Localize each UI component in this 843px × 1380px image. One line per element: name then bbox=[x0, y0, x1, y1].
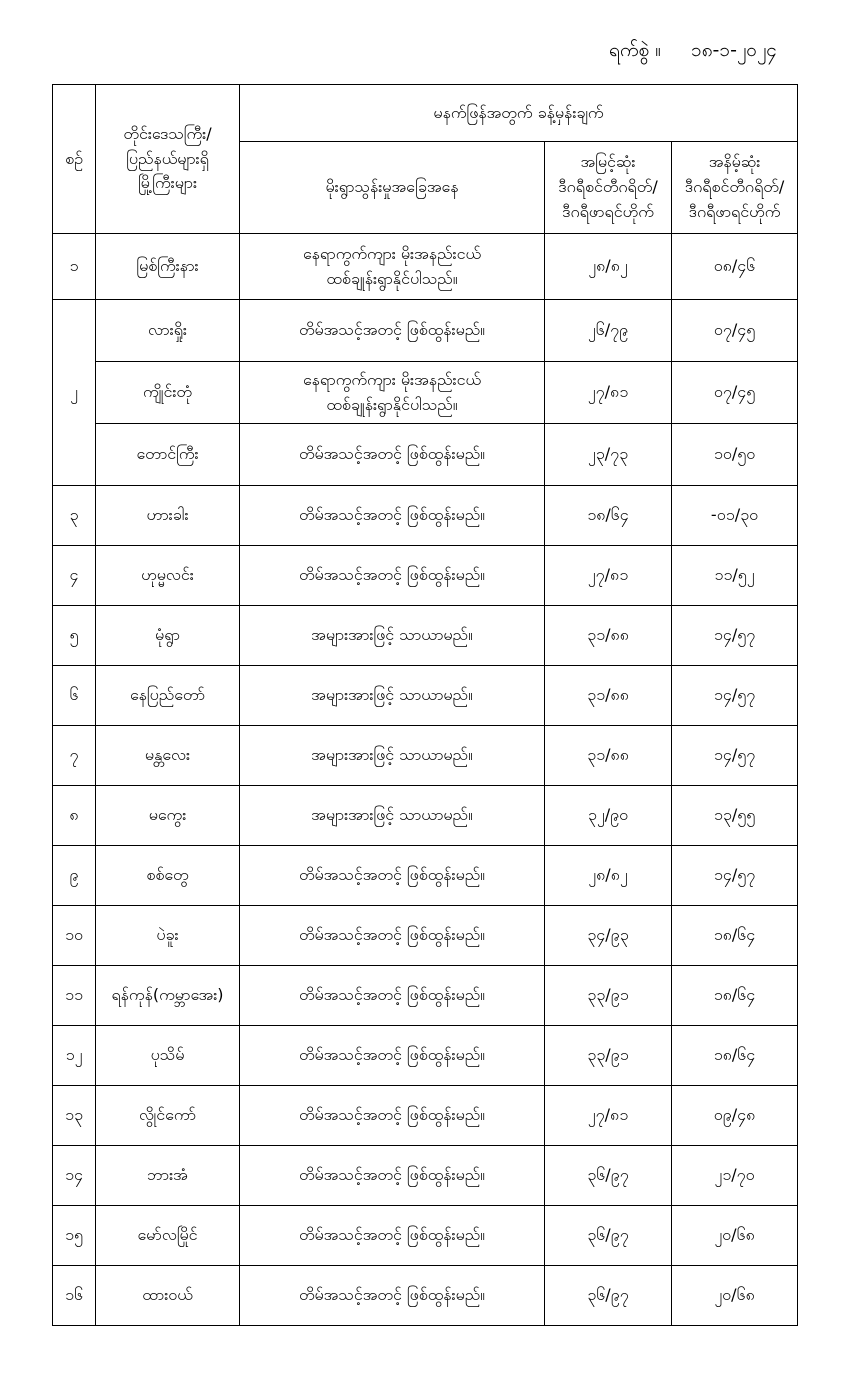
row-no: ၁၃ bbox=[53, 1086, 96, 1146]
row-min: ၁၃/၅၅ bbox=[672, 786, 798, 846]
row-min: ၁၄/၅၇ bbox=[672, 606, 798, 666]
table-row bbox=[53, 786, 798, 846]
row-city: လွိုင်ကော် bbox=[96, 1086, 240, 1146]
row-rain: တိမ်အသင့်အတင့် ဖြစ်ထွန်းမည်။ bbox=[240, 424, 545, 486]
row-max: ၃၆/၉၇ bbox=[545, 1266, 672, 1326]
row-rain: တိမ်အသင့်အတင့် ဖြစ်ထွန်းမည်။ bbox=[240, 486, 545, 546]
row-min: ၀၉/၄၈ bbox=[672, 1086, 798, 1146]
row-min: ၂၁/၇၀ bbox=[672, 1146, 798, 1206]
row-max: ၃၁/၈၈ bbox=[545, 606, 672, 666]
row-max: ၂၈/၈၂ bbox=[545, 234, 672, 300]
row-rain: တိမ်အသင့်အတင့် ဖြစ်ထွန်းမည်။ bbox=[240, 1026, 545, 1086]
row-city: ဟားခါး bbox=[96, 486, 240, 546]
row-rain: တိမ်အသင့်အတင့် ဖြစ်ထွန်းမည်။ bbox=[240, 846, 545, 906]
row-max: ၂၇/၈၁ bbox=[545, 1086, 672, 1146]
row-min: ၀၇/၄၅ bbox=[672, 300, 798, 362]
row-city: ရန်ကုန်(ကမ္ဘာအေး) bbox=[96, 966, 240, 1026]
row-max: ၃၃/၉၁ bbox=[545, 966, 672, 1026]
row-min: ၀၇/၄၅ bbox=[672, 362, 798, 424]
col-max-header: အမြင့်ဆုံး ဒီဂရီစင်တီဂရိတ်/ ဒီဂရီဖာရင်ဟိုက် bbox=[545, 142, 672, 234]
row-city: မြစ်ကြီးနား bbox=[96, 234, 240, 300]
row-min: -၀၁/၃၀ bbox=[672, 486, 798, 546]
row-rain: တိမ်အသင့်အတင့် ဖြစ်ထွန်းမည်။ bbox=[240, 300, 545, 362]
row-rain: နေရာကွက်ကျား မိုးအနည်းငယ် ထစ်ချုန်းရွာနိုင်ပါသည်။ bbox=[240, 362, 545, 424]
col-forecast-group-header: မနက်ဖြန်အတွက် ခန့်မှန်းချက် bbox=[240, 85, 798, 142]
table-row bbox=[53, 846, 798, 906]
row-rain: အများအားဖြင့် သာယာမည်။ bbox=[240, 726, 545, 786]
table-row bbox=[53, 1026, 798, 1086]
row-min: ၁၈/၆၄ bbox=[672, 1026, 798, 1086]
table-row bbox=[53, 666, 798, 726]
table-row bbox=[53, 300, 798, 362]
row-no: ၈ bbox=[53, 786, 96, 846]
row-city: မန္တလေး bbox=[96, 726, 240, 786]
table-row bbox=[53, 906, 798, 966]
row-min: ၁၈/၆၄ bbox=[672, 906, 798, 966]
date-line bbox=[609, 38, 777, 66]
row-rain: တိမ်အသင့်အတင့် ဖြစ်ထွန်းမည်။ bbox=[240, 1086, 545, 1146]
row-max: ၃၄/၉၃ bbox=[545, 906, 672, 966]
row-no: ၁၅ bbox=[53, 1206, 96, 1266]
row-rain: အများအားဖြင့် သာယာမည်။ bbox=[240, 606, 545, 666]
row-min: ၁၁/၅၂ bbox=[672, 546, 798, 606]
row-city: မကွေး bbox=[96, 786, 240, 846]
row-no: ၅ bbox=[53, 606, 96, 666]
table-row bbox=[53, 606, 798, 666]
row-no: ၂ bbox=[53, 300, 96, 486]
row-rain: တိမ်အသင့်အတင့် ဖြစ်ထွန်းမည်။ bbox=[240, 906, 545, 966]
table-row bbox=[53, 1146, 798, 1206]
col-rain-header: မိုးရွာသွန်းမှုအခြေအနေ bbox=[240, 142, 545, 234]
row-min: ၂၀/၆၈ bbox=[672, 1266, 798, 1326]
row-no: ၁၁ bbox=[53, 966, 96, 1026]
row-no: ၉ bbox=[53, 846, 96, 906]
date-value: ၁၈-၁-၂၀၂၄ bbox=[691, 39, 777, 61]
row-max: ၂၈/၈၂ bbox=[545, 846, 672, 906]
row-city: ပဲခူး bbox=[96, 906, 240, 966]
row-max: ၃၂/၉၀ bbox=[545, 786, 672, 846]
row-rain: တိမ်အသင့်အတင့် ဖြစ်ထွန်းမည်။ bbox=[240, 1146, 545, 1206]
table-row bbox=[53, 486, 798, 546]
row-city: တောင်ကြီး bbox=[96, 424, 240, 486]
row-no: ၄ bbox=[53, 546, 96, 606]
table-row bbox=[53, 362, 798, 424]
row-max: ၃၃/၉၁ bbox=[545, 1026, 672, 1086]
row-no: ၁၄ bbox=[53, 1146, 96, 1206]
row-city: စစ်တွေ bbox=[96, 846, 240, 906]
row-rain: တိမ်အသင့်အတင့် ဖြစ်ထွန်းမည်။ bbox=[240, 546, 545, 606]
row-rain: တိမ်အသင့်အတင့် ဖြစ်ထွန်းမည်။ bbox=[240, 1206, 545, 1266]
row-no: ၇ bbox=[53, 726, 96, 786]
row-city: ပုသိမ် bbox=[96, 1026, 240, 1086]
row-max: ၂၃/၇၃ bbox=[545, 424, 672, 486]
row-no: ၁၀ bbox=[53, 906, 96, 966]
table-row bbox=[53, 1266, 798, 1326]
row-rain: နေရာကွက်ကျား မိုးအနည်းငယ် ထစ်ချုန်းရွာနိုင်ပါသည်။ bbox=[240, 234, 545, 300]
row-max: ၃၆/၉၇ bbox=[545, 1146, 672, 1206]
row-city: မော်လမြိုင် bbox=[96, 1206, 240, 1266]
table-row bbox=[53, 1206, 798, 1266]
row-max: ၂၆/၇၉ bbox=[545, 300, 672, 362]
table-row bbox=[53, 1086, 798, 1146]
row-city: လားရှိုး bbox=[96, 300, 240, 362]
row-min: ၁၄/၅၇ bbox=[672, 846, 798, 906]
row-rain: အများအားဖြင့် သာယာမည်။ bbox=[240, 786, 545, 846]
row-min: ၀၈/၄၆ bbox=[672, 234, 798, 300]
row-city: မုံရွာ bbox=[96, 606, 240, 666]
row-max: ၂၇/၈၁ bbox=[545, 362, 672, 424]
row-min: ၁၀/၅၀ bbox=[672, 424, 798, 486]
row-min: ၁၈/၆၄ bbox=[672, 966, 798, 1026]
row-min: ၂၀/၆၈ bbox=[672, 1206, 798, 1266]
row-no: ၃ bbox=[53, 486, 96, 546]
row-rain: တိမ်အသင့်အတင့် ဖြစ်ထွန်းမည်။ bbox=[240, 1266, 545, 1326]
row-max: ၃၁/၈၈ bbox=[545, 666, 672, 726]
table-row bbox=[53, 546, 798, 606]
row-max: ၁၈/၆၄ bbox=[545, 486, 672, 546]
row-min: ၁၄/၅၇ bbox=[672, 666, 798, 726]
date-label: ရက်စွဲ ။ bbox=[609, 39, 662, 61]
table-row bbox=[53, 424, 798, 486]
row-city: ထားဝယ် bbox=[96, 1266, 240, 1326]
row-rain: အများအားဖြင့် သာယာမည်။ bbox=[240, 666, 545, 726]
table-row bbox=[53, 966, 798, 1026]
table-row bbox=[53, 726, 798, 786]
col-min-header: အနိမ့်ဆုံး ဒီဂရီစင်တီဂရိတ်/ ဒီဂရီဖာရင်ဟိုက် bbox=[672, 142, 798, 234]
row-city: နေပြည်တော် bbox=[96, 666, 240, 726]
row-city: ဟုမ္မလင်း bbox=[96, 546, 240, 606]
row-city: ဘားအံ bbox=[96, 1146, 240, 1206]
row-no: ၁၆ bbox=[53, 1266, 96, 1326]
row-min: ၁၄/၅၇ bbox=[672, 726, 798, 786]
row-no: ၁ bbox=[53, 234, 96, 300]
col-region-header: တိုင်းဒေသကြီး/ ပြည်နယ်များရှိ မြို့ကြီးများ bbox=[96, 85, 240, 234]
row-max: ၃၁/၈၈ bbox=[545, 726, 672, 786]
row-max: ၃၆/၉၇ bbox=[545, 1206, 672, 1266]
row-max: ၂၇/၈၁ bbox=[545, 546, 672, 606]
col-no-header: စဉ် bbox=[53, 85, 96, 234]
row-no: ၆ bbox=[53, 666, 96, 726]
table-row bbox=[53, 234, 798, 300]
forecast-table bbox=[52, 84, 798, 1326]
row-no: ၁၂ bbox=[53, 1026, 96, 1086]
row-rain: တိမ်အသင့်အတင့် ဖြစ်ထွန်းမည်။ bbox=[240, 966, 545, 1026]
row-city: ကျိုင်းတုံ bbox=[96, 362, 240, 424]
